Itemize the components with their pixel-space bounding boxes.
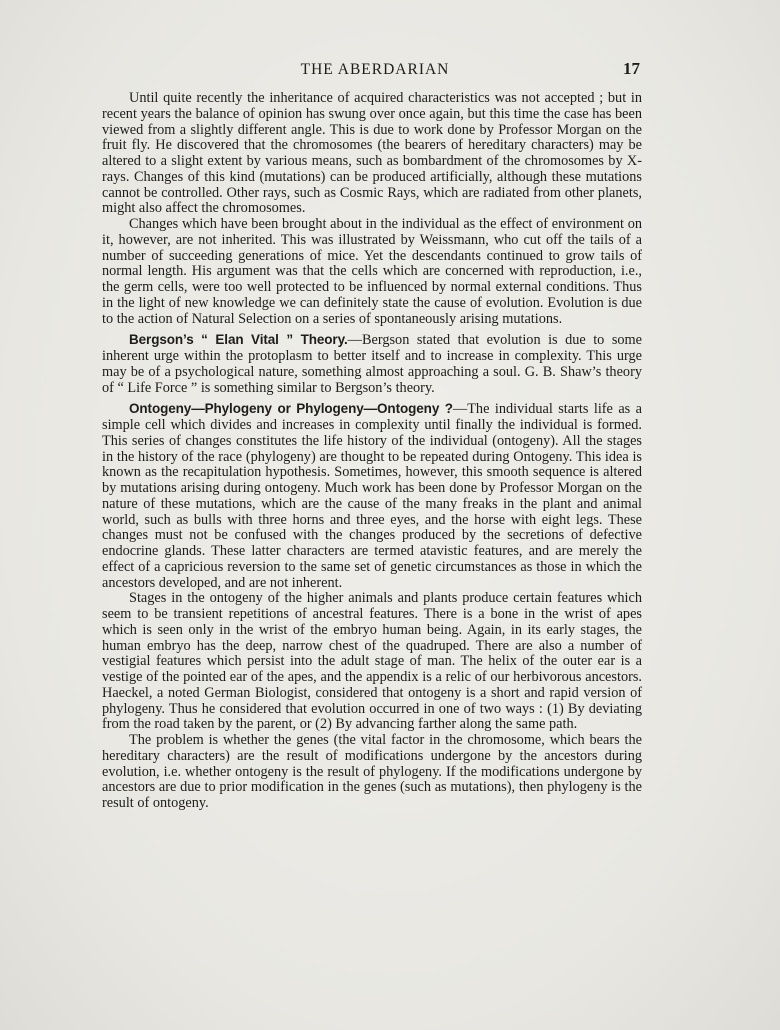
- paragraph-environment: [102, 217, 642, 327]
- paragraph-problem: [102, 733, 642, 812]
- paragraph-ontogeny: [102, 401, 642, 591]
- paragraph-bergson: [102, 332, 642, 396]
- running-header-title: THE ABERDARIAN: [300, 61, 450, 78]
- paragraph-text: The problem is whether the genes (the vital factor in the chromosome, which bears the hereditary characters) are the result of modifications undergone by the ancestors during evolution, i.e. whether ontogeny is the result of phylogeny. If the modifications undergone by ancestors are due to prior modification in the genes (such as mutations), then phylogeny is the result of ontogeny.: [102, 732, 642, 811]
- section-heading-ontogeny: Ontogeny—Phylogeny or Phylogeny—Ontogeny ?: [129, 401, 453, 417]
- paragraph-text: Until quite recently the inheritance of acquired characteristics was not accepted ; but in recent years the balance of opinion has swung over once again, but this time the case has been viewed from a slightly different angle. This is due to work done by Professor Morgan on the fruit fly. He discovered that the chromosomes (the bearers of hereditary characters) may be altered to a slight extent by various means, such as bombardment of the chromosomes by X-rays. Changes of this kind (mutations) can be produced artificially, although these mutations cannot be controlled. Other rays, such as Cosmic Rays, which are radiated from other planets, might also affect the chromosomes.: [102, 90, 642, 217]
- paragraph-text: Stages in the ontogeny of the higher animals and plants produce certain features which seem to be transient repetitions of ancestral features. There is a bone in the wrist of apes which is seen only in the wrist of the embryo human being. Again, in its early stages, the human embryo has the deep, narrow chest of the quadruped. There are also a number of vestigial features which persist into the adult stage of man. The helix of the outer ear is a vestige of the pointed ear of the apes, and the appendix is a relic of our herbivorous ancestors. Haeckel, a noted German Biologist, considered that ontogeny is a short and rapid version of phylogeny. Thus he considered that evolution occurred in one of two ways : (1) By deviating from the road taken by the parent, or (2) By advancing farther along the same path.: [102, 590, 642, 733]
- paragraph-inheritance: [102, 91, 642, 217]
- paragraph-text: —Bergson stated that evolution is due to some inherent urge within the protoplasm to better itself and to increase in complexity. This urge may be of a psychological nature, something almost approaching a soul. G. B. Shaw’s theory of “ Life Force ” is something similar to Bergson’s theory.: [102, 332, 642, 396]
- article-body: [102, 91, 642, 812]
- page-number: 17: [623, 59, 640, 78]
- paragraph-text: —The individual starts life as a simple cell which divides and increases in complexity until finally the individual is formed. This series of changes constitutes the life history of the individual (ontogeny). All the stages in the history of the race (phylogeny) are thought to be repeated during Ontogeny. This idea is known as the recapitulation hypothesis. Sometimes, however, this smooth sequence is altered by mutations arising during ontogeny. Much work has been done by Professor Morgan on the nature of these mutations, which are the cause of the many freaks in the plant and animal world, such as bulls with three horns and three eyes, and the horse with eight legs. These changes must not be confused with the changes produced by the secretions of defective endocrine glands. These latter characters are termed atavistic features, and are merely the effect of a capricious reversion to the same set of genetic circumstances as those in which the ancestors developed, and are not inherent.: [102, 401, 643, 591]
- paragraph-text: Changes which have been brought about in the individual as the effect of environment on it, however, are not inherited. This was illustrated by Weissmann, who cut off the tails of a number of succeeding generations of mice. Yet the descendants continued to grow tails of normal length. His argument was that the cells which are concerned with reproduction, i.e., the germ cells, were too well protected to be influenced by normal external conditions. Thus in the light of new knowledge we can definitely state the cause of evolution. Evolution is due to the action of Natural Selection on a series of spontaneously arising mutations.: [102, 216, 642, 327]
- section-heading-bergson: Bergson’s “ Elan Vital ” Theory.: [129, 332, 348, 348]
- paragraph-stages: [102, 591, 642, 733]
